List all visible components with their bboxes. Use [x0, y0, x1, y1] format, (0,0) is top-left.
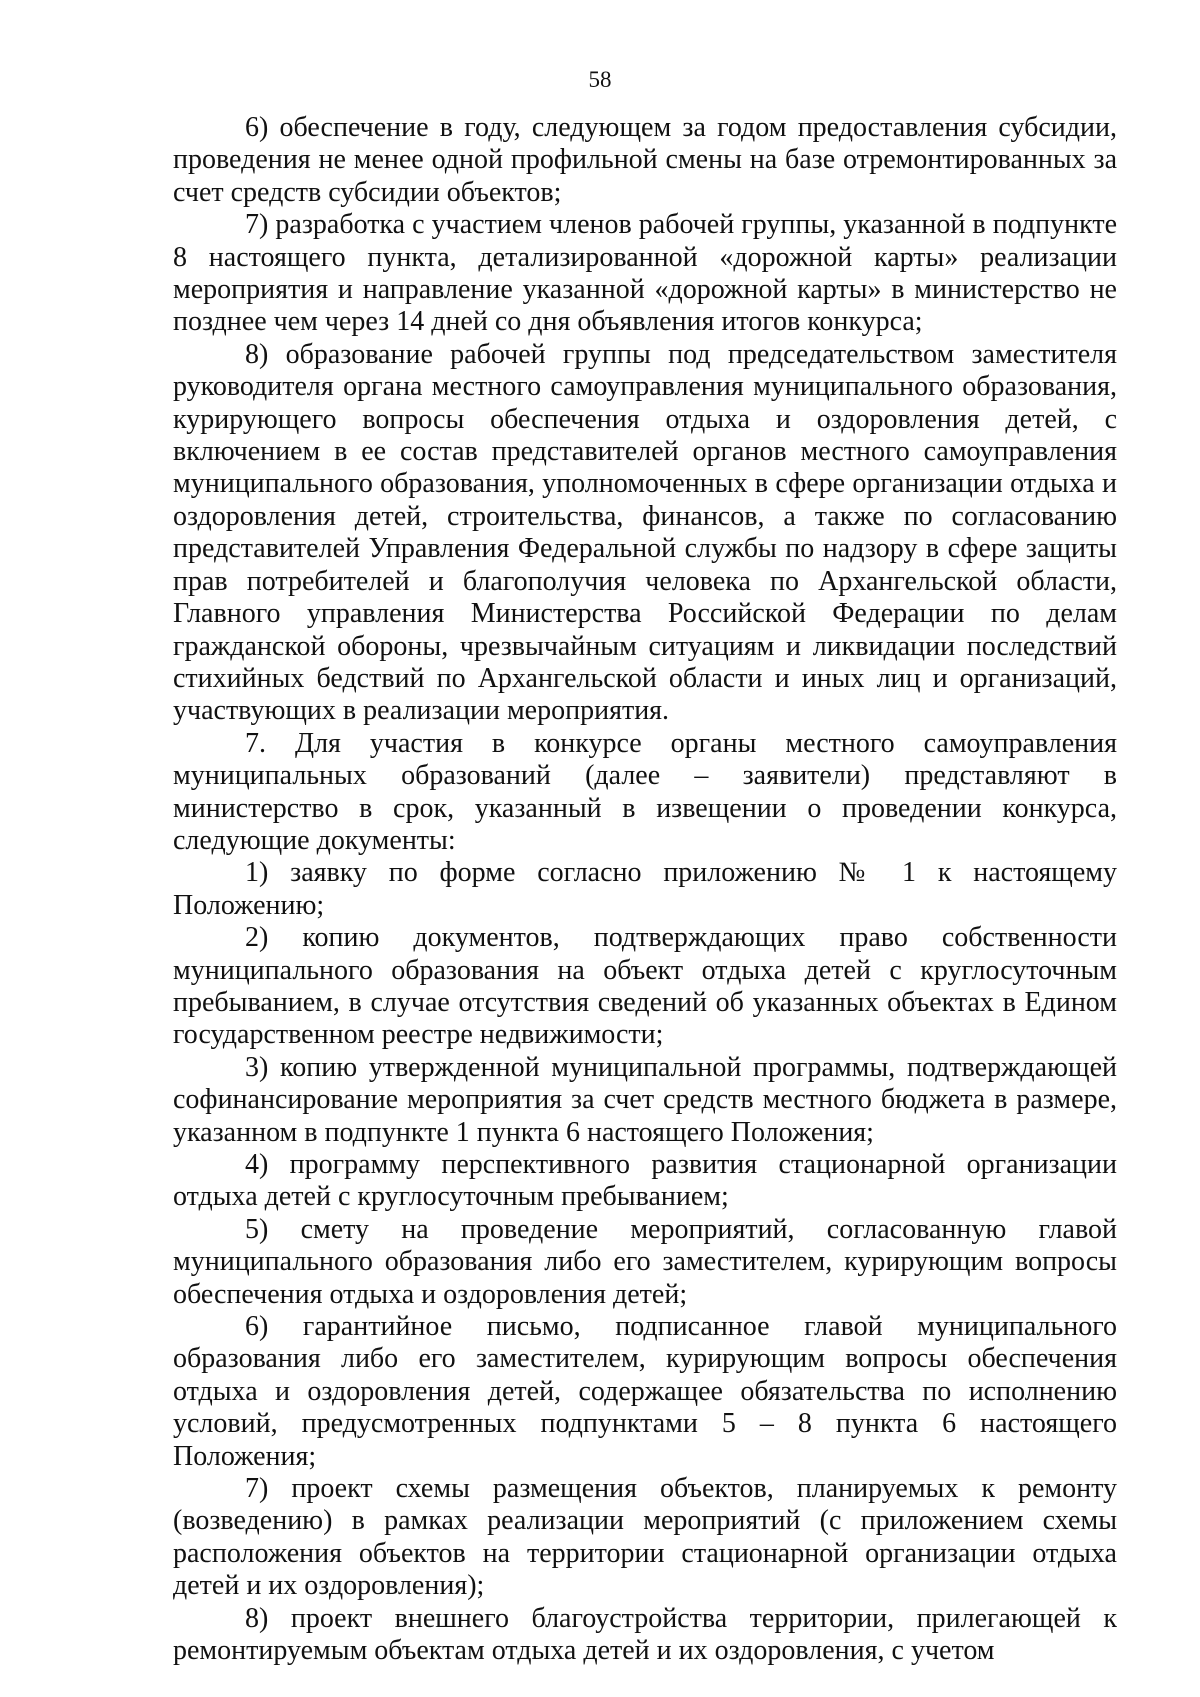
paragraph-doc-4: 4) программу перспективного развития стационарной организации отдыха детей с круглосуточным пребыванием; [173, 1149, 1117, 1213]
paragraph-doc-2: 2) копию документов, подтверждающих право собственности муниципального образования на объект отдыха детей с круглосуточным пребыванием, в случае отсутствия сведений об указанных объектах в Едином государственном реестре недвижимости; [173, 922, 1117, 1051]
paragraph-doc-5: 5) смету на проведение мероприятий, согласованную главой муниципального образования либо его заместителем, курирующим вопросы обеспечения отдыха и оздоровления детей; [173, 1213, 1117, 1310]
paragraph-doc-6: 6) гарантийное письмо, подписанное главой муниципального образования либо его заместителем, курирующим вопросы обеспечения отдыха и оздоровления детей, содержащее обязательства по исполнению условий, предусмотренных подпунктами 5 – 8 пункта 6 настоящего Положения; [173, 1311, 1117, 1472]
paragraph-item-7: 7) разработка с участием членов рабочей группы, указанной в подпункте 8 настоящего пункта, детализированной «дорожной карты» реализации мероприятия и направление указанной «дорожной карты» в министерство не позднее чем через 14 дней со дня объявления итогов конкурса; [173, 209, 1117, 338]
paragraph-doc-1: 1) заявку по форме согласно приложению № 1 к настоящему Положению; [173, 857, 1117, 921]
page-number: 58 [588, 67, 612, 92]
document-body [173, 112, 1117, 1668]
paragraph-item-6: 6) обеспечение в году, следующем за годом предоставления субсидии, проведения не менее одной профильной смены на базе отремонтированных за счет средств субсидии объектов; [173, 112, 1117, 208]
paragraph-doc-3: 3) копию утвержденной муниципальной программы, подтверждающей софинансирование мероприятия за счет средств местного бюджета в размере, указанном в подпункте 1 пункта 6 настоящего Положения; [173, 1051, 1117, 1148]
paragraph-doc-7: 7) проект схемы размещения объектов, планируемых к ремонту (возведению) в рамках реализации мероприятий (с приложением схемы расположения объектов на территории стационарной организации отдыха детей и их оздоровления); [173, 1473, 1117, 1602]
paragraph-point-7: 7. Для участия в конкурсе органы местного самоуправления муниципальных образований (далее – заявители) представляют в министерство в срок, указанный в извещении о проведении конкурса, следующие документы: [173, 727, 1117, 856]
paragraph-doc-8: 8) проект внешнего благоустройства территории, прилегающей к ремонтируемым объектам отдыха детей и их оздоровления, с учетом [173, 1602, 1117, 1667]
paragraph-item-8: 8) образование рабочей группы под председательством заместителя руководителя органа местного самоуправления муниципального образования, курирующего вопросы обеспечения отдыха и оздоровления детей, с включением в ее состав представителей органов местного самоуправления муниципального образования, уполномоченных в сфере организации отдыха и оздоровления детей, строительства, финансов, а также по согласованию представителей Управления Федеральной службы по надзору в сфере защиты прав потребителей и благополучия человека по Архангельской области, Главного управления Министерства Российской Федерации по делам гражданской обороны, чрезвычайным ситуациям и ликвидации последствий стихийных бедствий по Архангельской области и иных лиц и организаций, участвующих в реализации мероприятия. [173, 338, 1117, 727]
